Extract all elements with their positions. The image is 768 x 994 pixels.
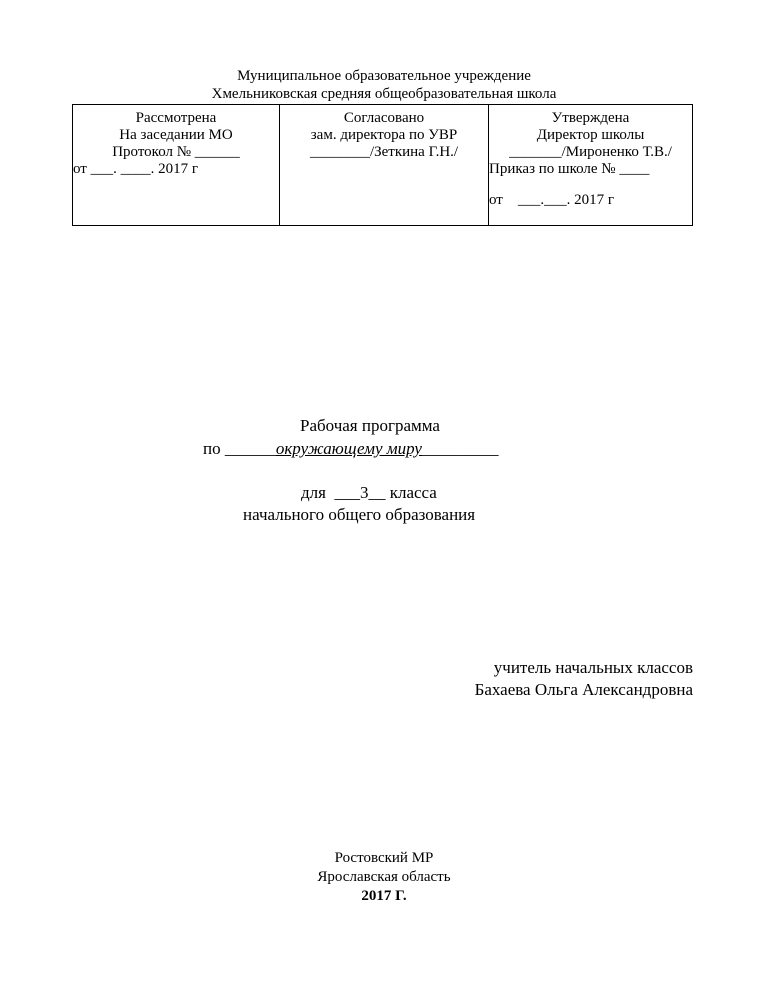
footer-district: Ростовский МР — [334, 850, 434, 866]
approval-table — [72, 104, 693, 226]
approval-col-approved — [489, 105, 692, 225]
reviewed-date: от ___. ____. 2017 г — [73, 161, 199, 177]
agreed-signature: ________/Зеткина Г.Н./ — [309, 144, 459, 160]
program-title: Рабочая программа — [300, 416, 440, 435]
subject-prefix: по — [203, 439, 225, 458]
teacher-name: Бахаева Ольга Александровна — [474, 680, 693, 699]
reviewed-protocol: Протокол № ______ — [112, 144, 240, 160]
approved-date: от ___.___. 2017 г — [489, 192, 615, 208]
approval-col-reviewed — [73, 105, 280, 225]
school-type: Муниципальное образовательное учреждение — [237, 68, 531, 84]
approved-role: Директор школы — [536, 127, 645, 143]
agreed-title: Согласовано — [343, 110, 425, 126]
school-name: Хмельниковская средняя общеобразовательная школа — [211, 86, 557, 102]
footer-year: 2017 Г. — [361, 888, 407, 904]
program-grade: ___3__ — [334, 483, 386, 502]
program-subject: окружающему миру — [275, 439, 422, 458]
program-subject-line — [203, 439, 498, 459]
approval-col-agreed — [280, 105, 489, 225]
teacher-role: учитель начальных классов — [493, 658, 693, 677]
agreed-role: зам. директора по УВР — [310, 127, 458, 143]
reviewed-meeting: На заседании МО — [119, 127, 233, 143]
program-grade-line — [301, 483, 437, 503]
reviewed-title: Рассмотрена — [135, 110, 217, 126]
footer-region: Ярославская область — [317, 869, 451, 885]
grade-prefix: для — [301, 483, 335, 502]
subject-lead-underline: ______ — [224, 439, 276, 458]
approved-title: Утверждена — [551, 110, 630, 126]
subject-tail-underline: _________ — [421, 439, 499, 458]
program-level: начального общего образования — [243, 505, 476, 524]
grade-suffix: класса — [385, 483, 437, 502]
approved-signature: _______/Мироненко Т.В./ — [509, 144, 672, 160]
approved-order: Приказ по школе № ____ — [489, 161, 650, 177]
